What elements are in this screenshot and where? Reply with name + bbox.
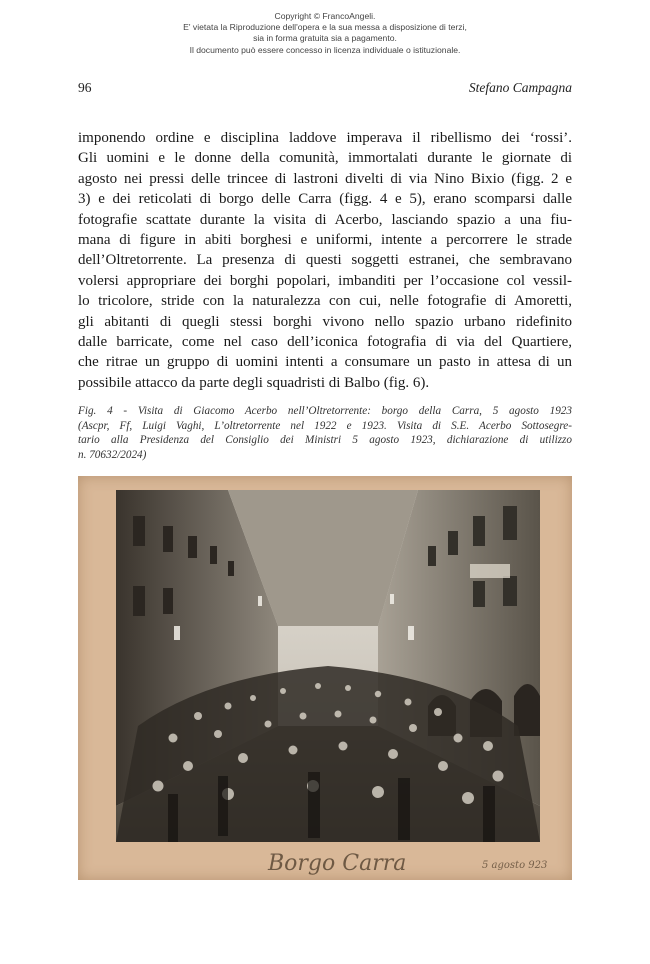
figure-photograph [78, 476, 572, 880]
photo-print [116, 490, 540, 842]
figure-caption [78, 404, 572, 462]
page-number: 96 [78, 80, 92, 95]
body-line: mana di figure in abiti borghesi e uniformi, intente a percorrere le strade [78, 232, 572, 249]
handwritten-date: 5 agosto 923 [482, 860, 548, 871]
body-line: dell’Oltretorrente. La presenza di questi soggetti estranei, che sembravano [78, 252, 572, 269]
body-line: possibile attacco da parte degli squadristi di Balbo (fig. 6). [78, 374, 430, 391]
copyright-line: Il documento può essere concesso in licenza individuale o istituzionale. [189, 44, 461, 55]
copyright-line: sia in forma gratuita sia a pagamento. [253, 33, 397, 44]
running-head-author: Stefano Campagna [468, 80, 572, 95]
copyright-line: E' vietata la Riproduzione dell'opera e la sua messa a disposizione di terzi, [183, 22, 467, 33]
body-line: dalle barricate, come nel caso dell’iconica fotografia di via del Quartiere, [78, 334, 572, 351]
body-line: imponendo ordine e disciplina laddove imperava il ribellismo dei ‘rossi’. [78, 130, 572, 146]
body-line: fotografie scattate durante la visita di Acerbo, lasciando spazio a una fiu- [78, 211, 572, 228]
body-line: lo tricolore, stride con la naturalezza con cui, nelle fotografie di Amoretti, [78, 293, 572, 310]
caption-line: Fig. 4 - Visita di Giacomo Acerbo nell’Oltretorrente: borgo della Carra, 5 agosto 1923 [78, 405, 572, 417]
caption-line: (Ascpr, Ff, Luigi Vaghi, L’oltretorrente nel 1922 e 1923. Visita di S.E. Acerbo Sottosegre- [78, 419, 572, 432]
body-line: Gli uomini e le donne della comunità, immortalati durante le giornate di [78, 150, 572, 167]
copyright-notice [0, 11, 650, 56]
body-line: volersi appropriare dei borghi popolari, imbanditi per l’occasione col vessil- [78, 272, 572, 289]
body-line: 3) e dei reticolati di borgo delle Carra (figg. 4 e 5), erano scomparsi dalle [78, 191, 572, 208]
body-line: agosto nei pressi delle trincee di lastroni divelti di via Nino Bixio (figg. 2 e [78, 170, 572, 187]
body-line: che ritrae un gruppo di uomini intenti a consumare un pasto in attesa di un [78, 354, 572, 371]
caption-line: n. 70632/2024) [78, 448, 147, 461]
body-paragraph [78, 128, 572, 393]
street-crowd-photo [78, 476, 572, 880]
copyright-line: Copyright © FrancoAngeli. [274, 11, 376, 21]
handwritten-label: Borgo Carra [268, 851, 407, 876]
caption-line: tario alla Presidenza del Consiglio dei Ministri 5 agosto 1923, dichiarazione di utilizzo [78, 434, 572, 447]
body-line: gli abitanti di quegli stessi borghi vivono nello spazio urbano ridefinito [78, 313, 572, 330]
